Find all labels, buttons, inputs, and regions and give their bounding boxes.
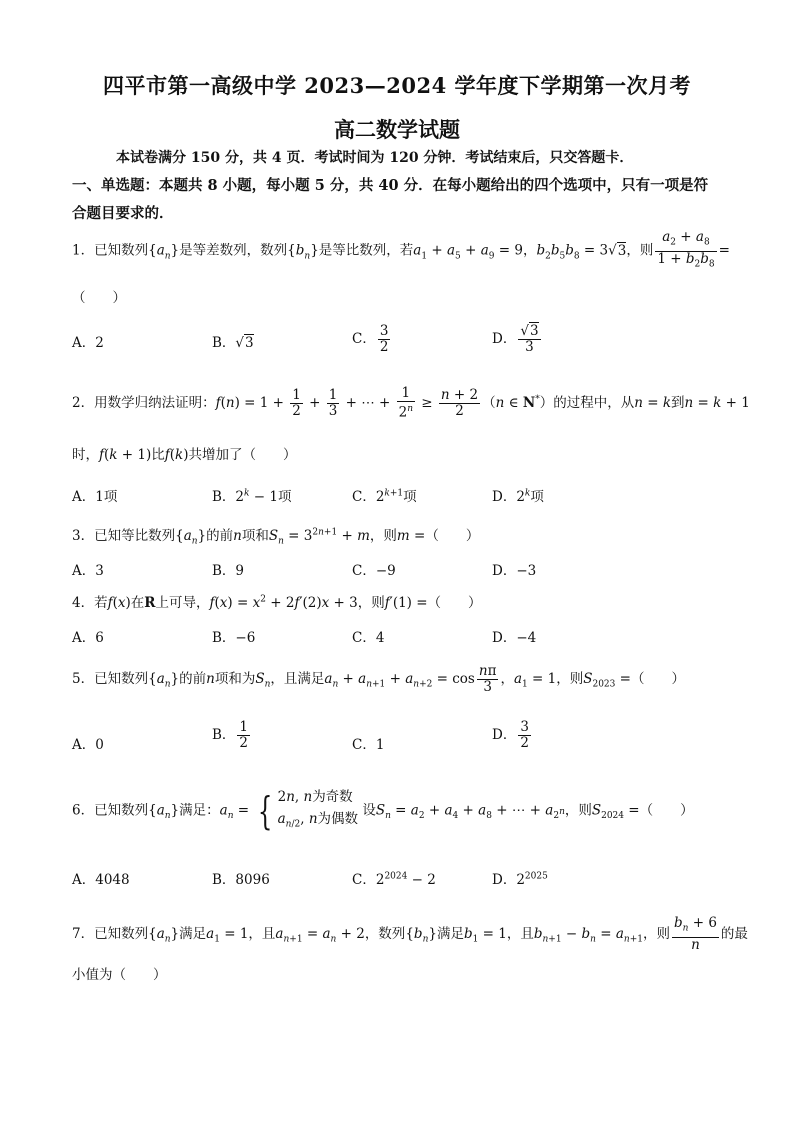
question-1-stem: 1．已知数列$\{a_n\}$是等差数列，数列$\{b_n\}$是等比数列，若$a_1 + a_5 + a_9 = 9$，$b_2b_5b_8 = 3√3$，则 $\frac{a_2 + a_8}{1 + b_2b_8}$ = [72,229,730,270]
q2-option-d[interactable]: D．2$^k$项 [492,488,544,505]
q4-option-d[interactable]: D．−4 [492,630,537,646]
q3-option-a[interactable]: A．3 [72,563,104,579]
q5-option-c[interactable]: C．1 [352,737,385,753]
q2-option-b[interactable]: B．$2^k - 1$项 [212,488,292,505]
question-2-stem: 2．用数学归纳法证明：f(n) = 1 + $\frac{1}{2}$ + $\frac{1}{3}$ + ⋯ + $\frac{1}{2^n}$ ≥ $\frac{n + 2}{2}$ （n ∈ N*）的过程中，从n = k到n = k + 1 [72,385,750,421]
q5-option-d[interactable]: D． $\frac{3}{2}$ [492,719,529,751]
q6-option-c[interactable]: C．$2^{2024} - 2$ [352,871,436,888]
question-7-stem-line2: 小值为（ ） [72,967,167,983]
q1-option-b[interactable]: B．√3 [212,335,254,351]
section-heading-single-choice: 一、单选题：本题共 8 小题，每小题 5 分，共 40 分．在每小题给出的四个选项中，只有一项是符合题目要求的． [72,177,709,222]
question-4-stem: 4．若f(x)在R上可导，$f(x) = x^2 + 2f'(2)x + 3$，则f′(1) =（ ） [72,594,482,611]
q6-option-a[interactable]: A．4048 [72,872,130,888]
q5-option-a[interactable]: A．0 [72,737,104,753]
q6-option-d[interactable]: D．$2^{2025}$ [492,871,548,888]
q6-option-b[interactable]: B．8096 [212,872,270,888]
question-1-blank: （ ） [72,290,126,306]
q4-option-a[interactable]: A．6 [72,630,104,646]
q1-option-a[interactable]: A．2 [72,335,104,351]
q4-option-b[interactable]: B．−6 [212,630,256,646]
q4-option-c[interactable]: C．4 [352,630,385,646]
exam-title: 四平市第一高级中学 2023—2024 学年度下学期第一次月考 [102,73,691,98]
q1-option-c[interactable]: C． $\frac{3}{2}$ [352,323,389,355]
q3-option-d[interactable]: D．−3 [492,563,537,579]
q2-option-c[interactable]: C．$2^{k+1}$项 [352,488,417,505]
q5-option-b[interactable]: B． $\frac{1}{2}$ [212,719,249,751]
exam-instructions: 本试卷满分 150 分，共 4 页．考试时间为 120 分钟．考试结束后，只交答题卡． [116,150,634,166]
q1-option-d[interactable]: D． $\frac{√3}{3}$ [492,323,539,355]
question-2-stem-line2: 时，f(k + 1)比f(k)共增加了（ ） [72,447,297,463]
question-7-stem: 7．已知数列$\{a_n\}$满足$a_1 = 1$，且$a_{n+1} = a_n + 2$，数列$\{b_n\}$满足$b_1 = 1$，且$b_{n+1} - b_n = a_{n+1}$，则 $\frac{b_n + 6}{n}$ 的最 [72,915,748,953]
q3-option-c[interactable]: C．−9 [352,563,396,579]
q2-option-a[interactable]: A．1项 [72,489,118,505]
question-6-stem: 6．已知数列$\{a_n\}$满足：$a_n$ = { 2n, n为奇数 $a_{n/2}$, n为偶数 设$S_n = a_2 + a_4 + a_8$ + ⋯ + $a_{2^n}$，则$S_{2024}$ =（ ） [72,788,694,833]
q3-option-b[interactable]: B．9 [212,563,245,579]
question-3-stem: 3．已知等比数列$\{a_n\}$的前n项和$S_n = 3^{2n+1} + m$，则m =（ ） [72,527,480,547]
exam-subtitle: 高二数学试题 [334,117,460,142]
question-5-stem: 5．已知数列$\{a_n\}$的前n项和为$S_n$，且满足$a_n + a_{n+1} + a_{n+2} = \cos$ $\frac{n\pi}{3}$ ，$a_1 = 1$，则$S_{2023}$ =（ ） [72,663,685,695]
